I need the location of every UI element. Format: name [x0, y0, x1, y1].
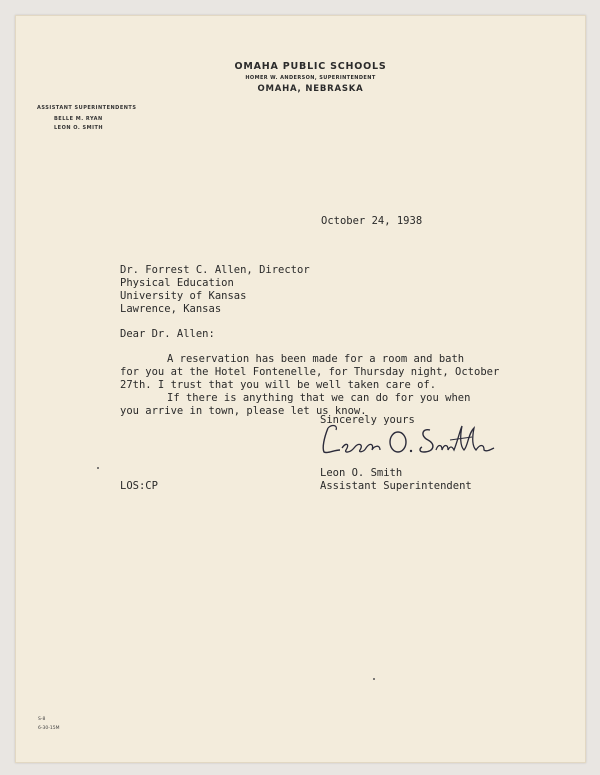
typist-initials: LOS:CP	[120, 480, 158, 492]
letter-page	[15, 15, 586, 763]
recipient-line: Dr. Forrest C. Allen, Director	[120, 264, 310, 276]
handwritten-signature	[318, 420, 508, 460]
body-line: you arrive in town, please let us know.	[120, 405, 367, 417]
assistant-name: BELLE M. RYAN	[54, 116, 103, 122]
signer-name: Leon O. Smith	[320, 467, 403, 479]
recipient-line: Lawrence, Kansas	[120, 303, 222, 315]
form-code: 6-30-15M	[38, 726, 60, 731]
letterhead-org: OMAHA PUBLIC SCHOOLS	[234, 61, 387, 72]
recipient-line: University of Kansas	[120, 290, 247, 302]
body-line: for you at the Hotel Fontenelle, for Thursday night, October	[120, 366, 500, 378]
assistant-name: LEON O. SMITH	[54, 125, 104, 131]
salutation: Dear Dr. Allen:	[120, 328, 215, 340]
body-line: If there is anything that we can do for you when	[167, 392, 471, 404]
assistants-title: ASSISTANT SUPERINTENDENTS	[37, 105, 137, 111]
body-line: A reservation has been made for a room and bath	[167, 353, 465, 365]
recipient-line: Physical Education	[120, 277, 234, 289]
closing: Sincerely yours	[320, 414, 415, 426]
letter-date: October 24, 1938	[321, 215, 423, 227]
body-line: 27th. I trust that you will be well taken care of.	[120, 379, 437, 391]
paper-speck	[97, 467, 99, 469]
paper-speck	[373, 678, 375, 680]
letterhead-location: OMAHA, NEBRASKA	[257, 84, 364, 94]
form-code: S-8	[38, 717, 46, 722]
signer-title: Assistant Superintendent	[320, 480, 472, 492]
letterhead-superintendent: HOMER W. ANDERSON, SUPERINTENDENT	[245, 75, 376, 81]
